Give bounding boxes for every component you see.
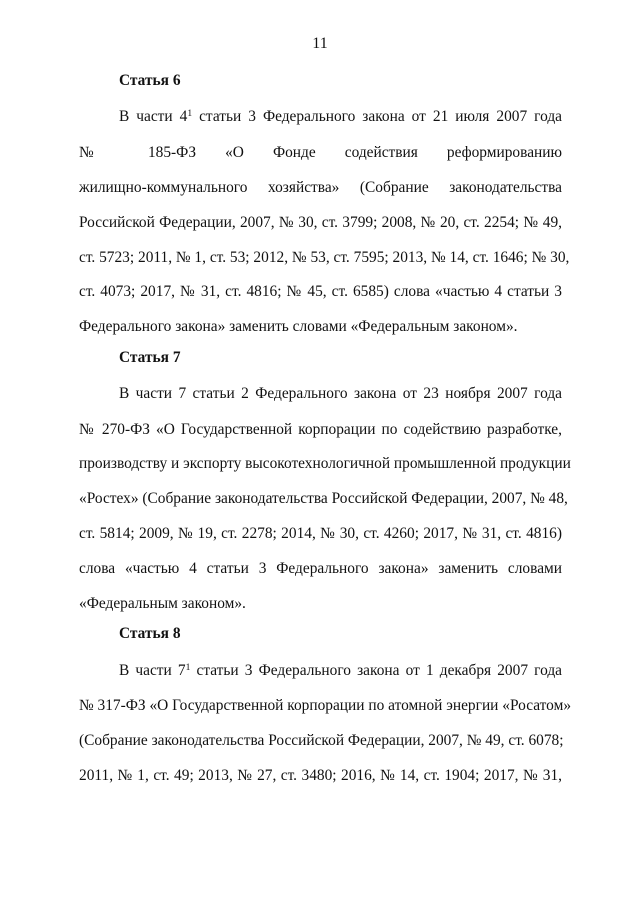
article-7-line-7: «Федеральным законом». xyxy=(79,595,246,612)
article-7-line-2: № 270-ФЗ «О Государственной корпорации по содействию разработке, xyxy=(79,421,562,438)
article-8-line-4: 2011, № 1, ст. 49; 2013, № 27, ст. 3480; 2016, № 14, ст. 1904; 2017, № 31, xyxy=(79,767,562,784)
article-7-line-1: В части 7 статьи 2 Федерального закона от 23 ноября 2007 года xyxy=(119,385,562,402)
article-6-line-6: ст. 4073; 2017, № 31, ст. 4816; № 45, ст. 6585) слова «частью 4 статьи 3 xyxy=(79,283,562,300)
article-6-line-4: Российской Федерации, 2007, № 30, ст. 3799; 2008, № 20, ст. 2254; № 49, xyxy=(79,214,562,231)
article-7-heading: Статья 7 xyxy=(119,349,181,366)
article-7-line-3: производству и экспорту высокотехнологичной промышленной продукции xyxy=(79,455,571,472)
article-7-line-5: ст. 5814; 2009, № 19, ст. 2278; 2014, № 30, ст. 4260; 2017, № 31, ст. 4816) xyxy=(79,525,562,542)
article-8-line-2: № 317-ФЗ «О Государственной корпорации по атомной энергии «Росатом» xyxy=(79,697,572,714)
article-6-line-2: № 185-ФЗ «О Фонде содействия реформированию xyxy=(79,144,562,161)
article-8-line-1: В части $7^1$ статьи 3 Федерального закона от 1 декабря 2007 года xyxy=(119,661,562,679)
article-6-line-5: ст. 5723; 2011, № 1, ст. 53; 2012, № 53, ст. 7595; 2013, № 14, ст. 1646; № 30, xyxy=(79,249,570,266)
article-8-line-3: (Собрание законодательства Российской Федерации, 2007, № 49, ст. 6078; xyxy=(79,732,564,749)
article-6-heading: Статья 6 xyxy=(119,72,181,89)
article-6-line-3: жилищно-коммунального хозяйства» (Собрание законодательства xyxy=(79,179,562,196)
article-7-line-4: «Ростех» (Собрание законодательства Российской Федерации, 2007, № 48, xyxy=(79,490,568,507)
article-6-line-1: В части $4^1$ статьи 3 Федерального закона от 21 июля 2007 года xyxy=(119,107,562,125)
page-number: 11 xyxy=(312,35,328,52)
article-8-heading: Статья 8 xyxy=(119,625,181,642)
article-7-line-6: слова «частью 4 статьи 3 Федерального закона» заменить словами xyxy=(79,560,562,577)
article-6-line-7: Федерального закона» заменить словами «Федеральным законом». xyxy=(79,318,518,335)
